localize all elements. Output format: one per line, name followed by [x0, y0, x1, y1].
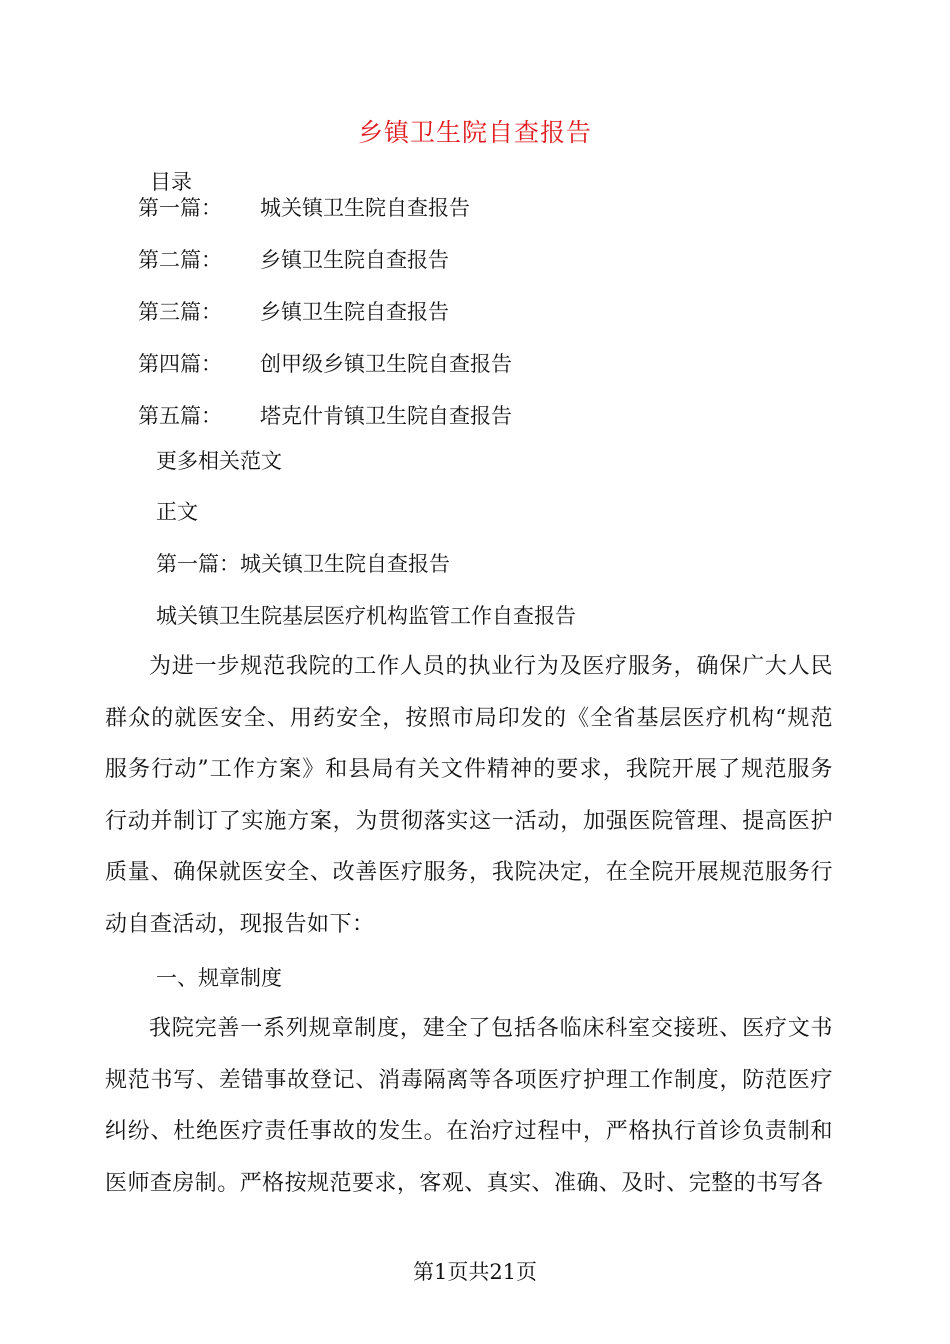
toc-item-number: 第五篇： — [138, 404, 222, 428]
toc-item-label: 城关镇卫生院自查报告 — [260, 196, 470, 220]
body-paragraph: 为进一步规范我院的工作人员的执业行为及医疗服务，确保广大人民群众的就医安全、用药安全，按照市局印发的《全省基层医疗机构“规范服务行动”工作方案》和县局有关文件精神的要求，我院开展了规范服务行动并制订了实施方案，为贯彻落实这一活动，加强医院管理、提高医护质量、确保就医安全、改善医疗服务，我院决定，在全院开展规范服务行动自查活动，现报告如下： — [105, 654, 833, 937]
body-paragraph: 我院完善一系列规章制度，建全了包括各临床科室交接班、医疗文书规范书写、差错事故登记、消毒隔离等各项医疗护理工作制度，防范医疗纠纷、杜绝医疗责任事故的发生。在治疗过程中，严格执行首诊负责制和医师查房制。严格按规范要求，客观、真实、准确、及时、完整的书写各 — [105, 1016, 833, 1196]
toc-item-2[interactable] — [138, 244, 449, 276]
toc-item-label: 乡镇卫生院自查报告 — [260, 300, 449, 324]
toc-item-label: 塔克什肯镇卫生院自查报告 — [260, 404, 512, 428]
chapter-heading: 第一篇：城关镇卫生院自查报告 — [156, 552, 450, 576]
body-label: 正文 — [156, 500, 198, 524]
section-heading: 一、规章制度 — [156, 966, 282, 990]
toc-heading: 目录 — [150, 170, 192, 194]
toc-item-5[interactable] — [138, 400, 512, 432]
toc-item-number: 第一篇： — [138, 196, 222, 220]
report-title: 城关镇卫生院基层医疗机构监管工作自查报告 — [156, 604, 576, 628]
document-title: 乡镇卫生院自查报告 — [357, 118, 592, 147]
toc-item-label: 乡镇卫生院自查报告 — [260, 248, 449, 272]
toc-item-1[interactable] — [138, 192, 470, 224]
toc-item-3[interactable] — [138, 296, 449, 328]
toc-item-number: 第二篇： — [138, 248, 222, 272]
toc-item-label: 创甲级乡镇卫生院自查报告 — [260, 352, 512, 376]
toc-item-4[interactable] — [138, 348, 512, 380]
page-footer: 第1页共21页 — [412, 1260, 538, 1284]
more-related-link[interactable]: 更多相关范文 — [156, 449, 282, 473]
toc-item-number: 第三篇： — [138, 300, 222, 324]
toc-item-number: 第四篇： — [138, 352, 222, 376]
